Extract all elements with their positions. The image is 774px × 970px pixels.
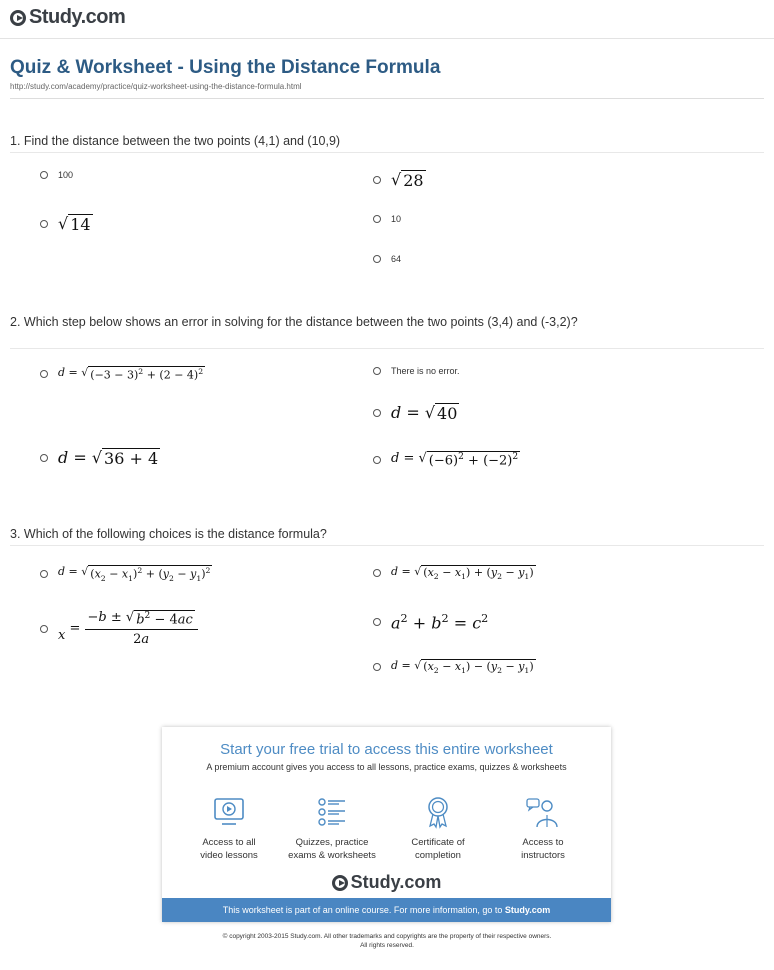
feature-label-line2: completion <box>415 850 461 861</box>
feature-video-lessons <box>179 792 279 862</box>
radio-button[interactable] <box>40 570 48 578</box>
radio-button[interactable] <box>373 569 381 577</box>
video-icon <box>212 796 246 828</box>
q1-option-b[interactable] <box>373 170 426 190</box>
q1-option-c-label: √ 14 <box>58 214 91 234</box>
q2-option-d[interactable] <box>40 448 160 468</box>
q2-option-a[interactable] <box>40 366 205 382</box>
promo-headline[interactable]: Start your free trial to access this entire worksheet <box>220 741 553 758</box>
feature-label-line2: video lessons <box>200 850 258 861</box>
q3-option-d-math: $a^2 + b^2 = c^2$ <box>391 612 489 633</box>
promo-bar-text: This worksheet is part of an online course. For more information, go to <box>222 905 505 915</box>
q2-option-c-math: d = √ 40 <box>391 403 458 423</box>
radio-button[interactable] <box>40 220 48 228</box>
promo-logo-text: Study.com <box>350 872 442 892</box>
feature-label-line1: Access to all <box>202 837 256 848</box>
q2-option-e[interactable] <box>373 451 520 468</box>
q1-option-e[interactable] <box>373 254 401 264</box>
feature-quizzes <box>282 792 382 862</box>
feature-label-line1: Quizzes, practice <box>295 837 369 848</box>
q1-option-d[interactable] <box>373 214 401 224</box>
radio-button[interactable] <box>373 618 381 626</box>
feature-certificate <box>388 792 488 862</box>
radio-button[interactable] <box>373 409 381 417</box>
copyright-line1: © copyright 2003-2015 Study.com. All other trademarks and copyrights are the property of their respective owners. <box>222 933 552 940</box>
feature-instructors <box>493 792 593 862</box>
q1-option-d-label: 10 <box>391 214 402 224</box>
copyright-footer <box>0 932 774 950</box>
q1-option-e-label: 64 <box>391 254 402 264</box>
question-2-text: 2. Which step below shows an error in solving for the distance between the two points (3,4) and (-3,2)? <box>10 315 578 329</box>
list-icon <box>315 796 349 828</box>
url-divider <box>10 98 764 99</box>
q3-option-b-math: d = √ $(x_2 - x_1) + (y_2 - y_1)$ <box>391 565 534 582</box>
copyright-line2: All rights reserved. <box>360 942 414 949</box>
q3-option-e[interactable] <box>373 659 536 675</box>
question-3-divider <box>10 545 764 546</box>
play-logo-icon <box>332 875 348 891</box>
premium-promo-box <box>162 727 611 922</box>
question-1-divider <box>10 152 764 153</box>
radio-button[interactable] <box>40 454 48 462</box>
q3-option-c[interactable] <box>40 610 198 647</box>
feature-label-line1: Certificate of <box>411 837 465 848</box>
feature-label-line2: instructors <box>521 850 565 861</box>
radio-button[interactable] <box>373 176 381 184</box>
q3-option-c-math: x = −b ± √ $b^2 - 4ac$ 2a <box>58 610 198 647</box>
q3-option-e-math: d = √ $(x_2 - x_1) - (y_2 - y_1)$ <box>391 659 534 676</box>
question-1-text: 1. Find the distance between the two points (4,1) and (10,9) <box>10 134 341 148</box>
radio-button[interactable] <box>373 367 381 375</box>
feature-label-line1: Access to <box>522 837 564 848</box>
question-3-text: 3. Which of the following choices is the distance formula? <box>10 527 327 541</box>
q3-option-b[interactable] <box>373 565 536 581</box>
radio-button[interactable] <box>373 255 381 263</box>
q2-option-b-label: There is no error. <box>391 366 460 376</box>
radio-button[interactable] <box>373 663 381 671</box>
radio-button[interactable] <box>40 370 48 378</box>
page-title: Quiz & Worksheet - Using the Distance Formula <box>10 57 441 78</box>
q2-option-c[interactable] <box>373 403 459 423</box>
q3-option-a[interactable] <box>40 565 212 583</box>
radio-button[interactable] <box>40 625 48 633</box>
radio-button[interactable] <box>373 456 381 464</box>
logo-text: Study.com <box>29 6 126 28</box>
promo-bar-link[interactable]: Study.com <box>504 905 551 915</box>
q2-option-b[interactable] <box>373 366 460 376</box>
page-url[interactable]: http://study.com/academy/practice/quiz-worksheet-using-the-distance-formula.html <box>10 82 302 91</box>
promo-subline: A premium account gives you access to all lessons, practice exams, quizzes & worksheets <box>206 762 567 772</box>
promo-info-bar <box>162 898 611 922</box>
q2-option-e-math: d = √ $(-6)^2 + (-2)^2$ <box>391 451 519 469</box>
q2-option-a-math: d = √ $(-3 - 3)^2 + (2 - 4)^2$ <box>58 366 204 382</box>
feature-label-line2: exams & worksheets <box>288 850 376 861</box>
q1-option-c[interactable] <box>40 214 93 234</box>
studycom-logo[interactable] <box>10 6 125 29</box>
radio-button[interactable] <box>40 171 48 179</box>
q1-option-a[interactable] <box>40 170 73 180</box>
q3-option-d[interactable] <box>373 612 488 632</box>
radio-button[interactable] <box>373 215 381 223</box>
header-divider <box>0 38 774 39</box>
question-2-divider <box>10 348 764 349</box>
q3-option-a-math: d = √ $(x_2 - x_1)^2 + (y_2 - y_1)^2$ <box>58 565 211 583</box>
promo-logo[interactable] <box>162 872 611 893</box>
q1-option-a-label: 100 <box>58 170 74 180</box>
certificate-icon <box>421 795 455 829</box>
q2-option-d-math: d = √ 36 + 4 <box>58 448 159 468</box>
instructor-icon <box>525 795 561 829</box>
q1-option-b-label: √ 28 <box>391 170 424 190</box>
play-logo-icon <box>10 10 26 26</box>
